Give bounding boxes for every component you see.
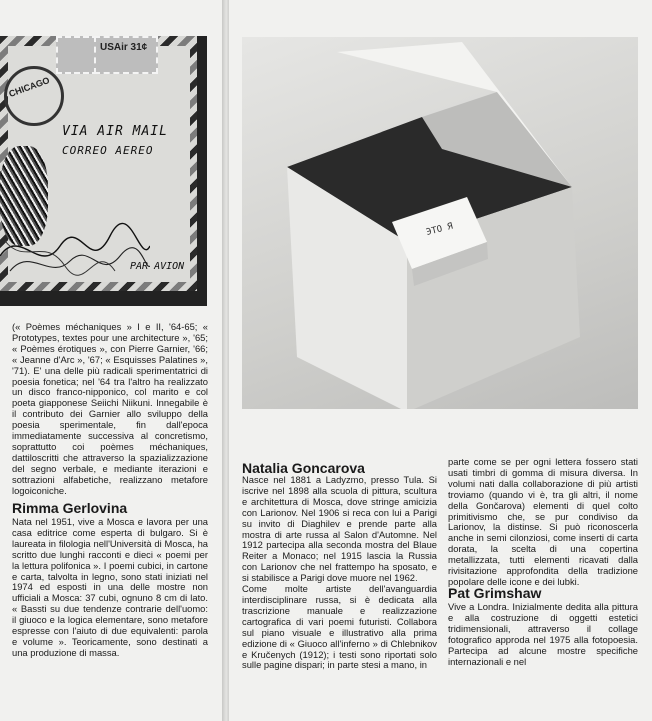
left-page [0,0,222,721]
natalia-heading: Natalia Goncarova [242,460,365,476]
natalia-column [242,475,437,671]
airmail-label: VIA AIR MAIL [62,124,168,139]
envelope-paper [0,36,197,291]
stamp-text: USAir 31¢ [100,42,148,53]
right-page [229,0,652,721]
intro-paragraph: (« Poèmes méchaniques » I e II, '64-65; « Prototypes, textes pour une architecture », '65; « Poèmes érotiques », con Pierre Garnier, '66; « Jeanne d'Arc », '67; « Esquisses Palatines », '71). E' una delle più radicali sperimentatrici di poesia fonetica; nel '64 tra l'altro ha realizzato un disco franco-nipponico, col marito e col poeta giapponese Seiichi Niikuni. Innegabile è il contributo dei Garnier allo sviluppo della poesia sperimentale, fin dall'epoca immediatamente successiva al concretismo, soprattutto coi poèmes méchaniques, dattiloscritti che attraverso la spazializzazione del segno verbale, e mediante iterazioni e sottrazioni alfabetiche, realizzano metafore logoiconiche. [12,321,208,496]
string-tangle [0,216,150,286]
correo-aereo-label: CORREO AEREO [62,144,154,157]
cube-label: ЭТО Я [425,221,455,238]
natalia-continued-paragraph: parte come se per ogni lettera fossero stati usati timbri di gomma di misura diversa. In volumi nati dalla collaborazione di più artisti troviamo (quando vi è, tra gli altri, il nome della Gončarova) elementi di quel colto primitivismo che, se pur condiviso da Larionov, la distinse. Si può riconoscerla anche in semi cilonziosi, come inserti di carta dorata, la scelta di una copertina metallizzata, tutti elementi ricavati dalla rivisitazione approfondita della tradizione popolare delle icone e dei lubki. [448,456,638,587]
rimma-heading: Rimma Gerlovina [12,500,128,516]
postmark-text: CHICAGO [7,75,51,99]
par-avion-label: PAR AVION [130,261,185,272]
postage-stamp [56,36,98,74]
envelope-photo [0,36,207,306]
rimma-paragraph: Nata nel 1951, vive a Mosca e lavora per una casa editrice come esperta di bulgaro. Si è laureata in filologia nell'Università di Mosca, ha scritto due lunghi racconti e dieci « poemi per la lettura polifonica ». I poemi cubici, in cartone e carta, talvolta in legno, sono stati iniziati nel 1974 ed esposti in una delle mostre non ufficiali a Mosca: 37 cubi, ognuno 8 cm di lato. « Bassti su due tendenze contrarie dell'uomo: il giuoco e la logica elementare, sono metafore espresse con l'aiuto di due equivalenti: parola e volume ». Teoricamente, sono destinati a una produzione di massa. [12,516,208,658]
natalia-paragraph: Nasce nel 1881 a Ladyzmo, presso Tula. Si iscrive nel 1898 alla scuola di pittura, scultura e architettura di Mosca, dove stringe amicizia con Larionov. Nel 1906 si reca con lui a Parigi su invito di Diaghilev e prende parte alla mostra di arte russa al Salon d'Automne. Nel 1912 partecipa alla seconda mostra del Blaue Reiter a Monaco; nel 1915 lascia la Russia con Larionov che nel frattempo ha sposato, e si stabilisce a Parigi dove muore nel 1962. [242,474,437,584]
pat-paragraph: Vive a Londra. Inizialmente dedita alla pittura e alla costruzione di oggetti estetici tridimensionali, attraverso il collage fotografico approda nel 1975 alla fotopoesia. Partecipa ad alcune mostre specifiche internazionali e nel [448,601,638,667]
cube-box-photo [242,37,638,409]
book-gutter [222,0,229,721]
pat-heading: Pat Grimshaw [448,585,542,601]
natalia-paragraph-2: Come molte artiste dell'avanguardia interdisciplinare russa, si è dedicata alla trascrizione manuale e realizzazione cartografica di vari poemi futuristi. Collabora sul piano visuale e illustrativo alla prima edizione di « Giuoco all'inferno » di Chlebnikov e Kručenych (1912); i testi sono riportati solo sulle pagine dispari; in parte stesi a mano, in [242,583,437,671]
open-box-illustration [242,37,638,409]
